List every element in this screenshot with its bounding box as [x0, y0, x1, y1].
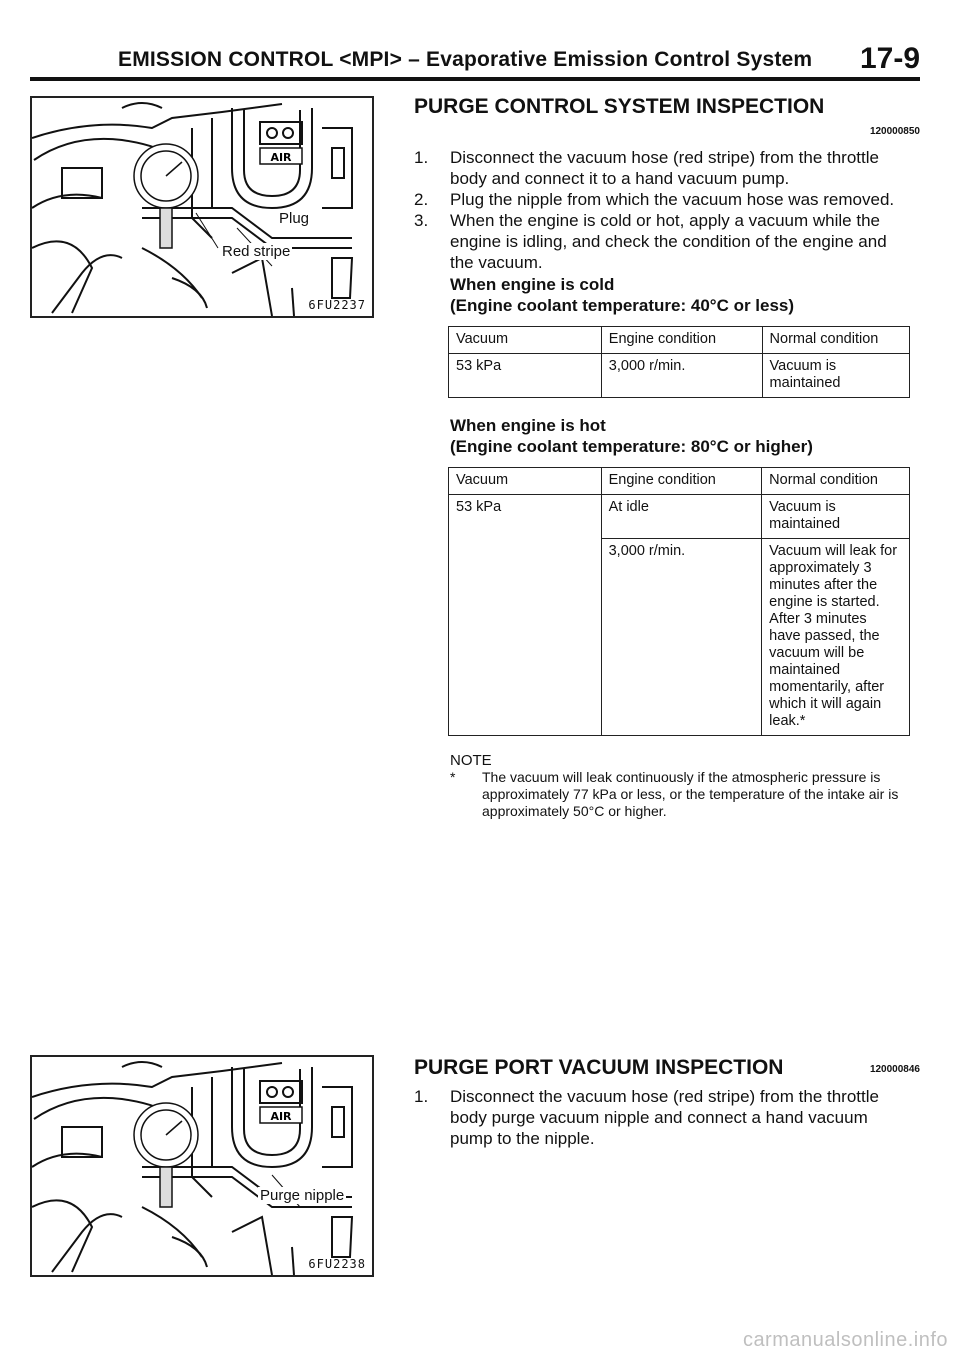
steps-purge-control — [414, 147, 914, 273]
table-cell: 53 kPa — [449, 354, 602, 398]
column-header: Engine condition — [601, 327, 762, 354]
step-text: Plug the nipple from which the vacuum hose was removed. — [450, 190, 895, 209]
watermark: carmanualsonline.info — [742, 1329, 948, 1351]
list-item — [414, 147, 914, 189]
table-cold-engine — [448, 326, 910, 398]
table-cell: 3,000 r/min. — [601, 539, 762, 736]
column-header: Normal condition — [762, 327, 909, 354]
section-title-purge-port: PURGE PORT VACUUM INSPECTION — [414, 1056, 784, 1079]
label-red-stripe: Red stripe — [222, 243, 291, 260]
list-item — [414, 1086, 914, 1149]
page-header — [118, 40, 920, 76]
gauge-text-2: AIR — [270, 1110, 292, 1123]
section-title-purge-control: PURGE CONTROL SYSTEM INSPECTION — [414, 95, 825, 118]
figure-purge-port — [30, 1055, 374, 1277]
section-code-2: 120000846 — [869, 1064, 920, 1075]
table-hot-engine — [448, 467, 910, 736]
steps-purge-port — [414, 1086, 914, 1149]
step-number: 3. — [414, 211, 429, 230]
note-body — [450, 769, 920, 820]
list-item — [414, 210, 914, 273]
table-row — [449, 354, 910, 398]
section-code-1: 120000850 — [869, 126, 920, 137]
column-header: Vacuum — [449, 468, 602, 495]
table-header-row — [449, 468, 910, 495]
table-row — [449, 539, 910, 736]
note-text: The vacuum will leak continuously if the atmospheric pressure is approximately 77 kPa or less, or the temperature of the intake air is approximately 50°C or higher. — [482, 769, 899, 819]
column-header: Engine condition — [601, 468, 762, 495]
figure-code-2: 6FU2238 — [308, 1257, 366, 1271]
header-rule — [30, 77, 920, 81]
page-number: 17-9 — [859, 42, 920, 75]
step-number: 2. — [414, 190, 429, 209]
step-number: 1. — [414, 1087, 429, 1106]
table-row — [449, 495, 910, 539]
hot-heading-line2: (Engine coolant temperature: 80°C or higher) — [450, 437, 813, 456]
figure-code-1: 6FU2237 — [308, 298, 366, 312]
step-text: Disconnect the vacuum hose (red stripe) from the throttle body purge vacuum nipple and connect a hand vacuum pump to the nipple. — [450, 1087, 879, 1148]
column-header: Normal condition — [762, 468, 910, 495]
gauge-text-1: AIR — [270, 151, 292, 164]
engine-illustration-1 — [32, 98, 372, 316]
list-item — [414, 189, 914, 210]
note-label: NOTE — [450, 752, 492, 769]
table-cell: Vacuum will leak for approximately 3 minutes after the engine is started. After 3 minutes have passed, the vacuum will be maintained momentarily, after which it will again leak.* — [762, 539, 910, 736]
table-cell: At idle — [601, 495, 762, 539]
step-number: 1. — [414, 148, 429, 167]
cold-heading-line2: (Engine coolant temperature: 40°C or less) — [450, 296, 795, 315]
note-block — [450, 752, 920, 820]
column-header: Vacuum — [449, 327, 602, 354]
step-text: When the engine is cold or hot, apply a vacuum while the engine is idling, and check the condition of the engine and the vacuum. — [450, 211, 887, 272]
note-asterisk: * — [450, 769, 456, 785]
label-plug: Plug — [279, 210, 310, 227]
step-text: Disconnect the vacuum hose (red stripe) from the throttle body and connect it to a hand vacuum pump. — [450, 148, 879, 188]
table-cell: 53 kPa — [449, 495, 602, 539]
engine-illustration-2 — [32, 1057, 372, 1275]
table-cell-empty — [449, 539, 602, 736]
hot-heading — [450, 415, 813, 457]
table-cell: Vacuum is maintained — [762, 354, 909, 398]
figure-purge-control — [30, 96, 374, 318]
hot-heading-line1: When engine is hot — [450, 416, 606, 435]
cold-heading — [450, 274, 794, 316]
cold-heading-line1: When engine is cold — [450, 275, 615, 294]
table-cell: Vacuum is maintained — [762, 495, 910, 539]
label-purge-nipple: Purge nipple — [260, 1187, 345, 1204]
header-title: EMISSION CONTROL <MPI> – Evaporative Emission Control System — [118, 48, 813, 71]
table-cell: 3,000 r/min. — [601, 354, 762, 398]
table-header-row — [449, 327, 910, 354]
